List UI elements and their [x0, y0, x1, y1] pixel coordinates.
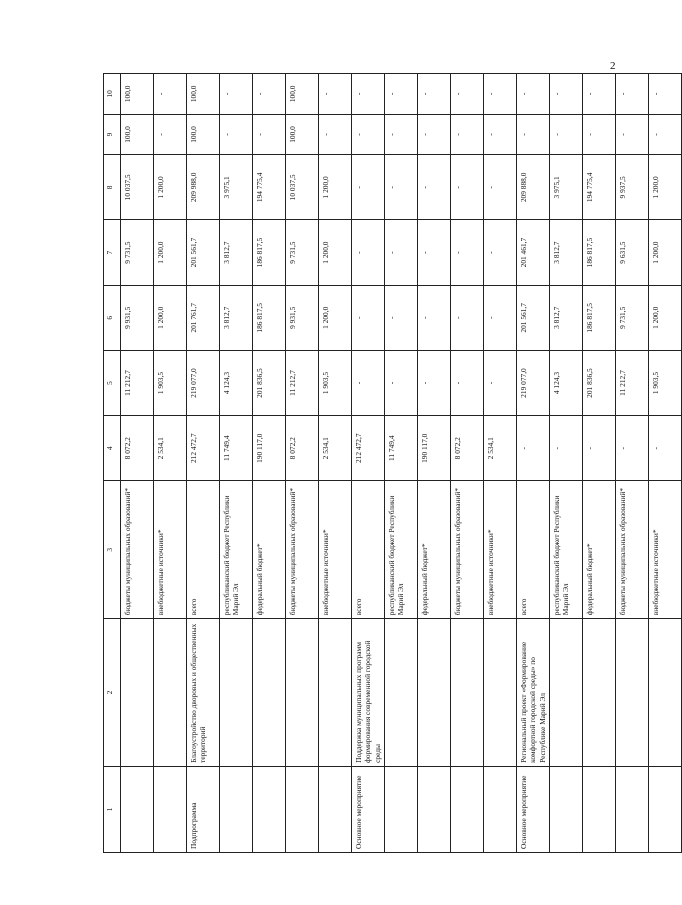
name-cell	[583, 619, 616, 767]
value-col7: -	[385, 220, 418, 285]
status-cell	[616, 766, 649, 852]
status-cell	[418, 766, 451, 852]
value-col8: 194 775,4	[253, 155, 286, 220]
status-cell	[286, 766, 319, 852]
value-col7: 9 631,5	[616, 220, 649, 285]
value-col9: -	[220, 114, 253, 155]
value-col9: 100,0	[121, 114, 154, 155]
column-number-4: 4	[104, 416, 121, 481]
value-col4: 190 117,0	[418, 416, 451, 481]
value-col5: 1 903,5	[319, 350, 352, 415]
value-col9: -	[484, 114, 517, 155]
name-cell	[286, 619, 319, 767]
table-body	[121, 74, 682, 853]
table-row	[187, 74, 220, 853]
budget-table	[103, 73, 682, 853]
funding-source-cell: бюджеты муниципальных образований*	[616, 481, 649, 619]
value-col6: 3 812,7	[550, 285, 583, 350]
value-col8: 3 975,1	[550, 155, 583, 220]
value-col7: -	[352, 220, 385, 285]
value-col8: 209 988,0	[187, 155, 220, 220]
value-col9: -	[550, 114, 583, 155]
table-row	[253, 74, 286, 853]
funding-source-cell: республиканский бюджет Республики Марий Эл	[220, 481, 253, 619]
value-col10: -	[451, 74, 484, 115]
value-col4: 2 534,1	[154, 416, 187, 481]
value-col9: -	[583, 114, 616, 155]
value-col8: 1 200,0	[154, 155, 187, 220]
value-col4: 212 472,7	[187, 416, 220, 481]
funding-source-cell: внебюджетные источники*	[484, 481, 517, 619]
value-col6: -	[451, 285, 484, 350]
value-col5: -	[352, 350, 385, 415]
name-cell	[418, 619, 451, 767]
table-row	[649, 74, 682, 853]
value-col6: 201 761,7	[187, 285, 220, 350]
value-col8: 10 037,5	[286, 155, 319, 220]
value-col9: -	[154, 114, 187, 155]
value-col7: 186 817,5	[583, 220, 616, 285]
name-cell	[550, 619, 583, 767]
table-row	[484, 74, 517, 853]
value-col4: 212 472,7	[352, 416, 385, 481]
value-col7: 1 200,0	[319, 220, 352, 285]
value-col8: 3 975,1	[220, 155, 253, 220]
name-cell	[154, 619, 187, 767]
value-col10: -	[385, 74, 418, 115]
value-col9: -	[451, 114, 484, 155]
value-col7: 3 812,7	[220, 220, 253, 285]
column-number-2: 2	[104, 619, 121, 767]
value-col7: 9 731,5	[121, 220, 154, 285]
value-col8: -	[352, 155, 385, 220]
value-col9: -	[352, 114, 385, 155]
status-cell	[583, 766, 616, 852]
name-cell	[616, 619, 649, 767]
value-col7: 186 817,5	[253, 220, 286, 285]
value-col5: 4 124,3	[550, 350, 583, 415]
value-col10: -	[583, 74, 616, 115]
status-cell	[220, 766, 253, 852]
value-col9: -	[319, 114, 352, 155]
status-cell	[319, 766, 352, 852]
value-col6: 9 931,5	[286, 285, 319, 350]
value-col5: 11 212,7	[286, 350, 319, 415]
value-col4: 8 072,2	[451, 416, 484, 481]
name-cell	[121, 619, 154, 767]
value-col5: 1 903,5	[154, 350, 187, 415]
value-col10: 100,0	[286, 74, 319, 115]
value-col9: -	[253, 114, 286, 155]
column-number-6: 6	[104, 285, 121, 350]
status-cell	[451, 766, 484, 852]
value-col4: -	[517, 416, 550, 481]
value-col8: 9 937,5	[616, 155, 649, 220]
value-col4: -	[649, 416, 682, 481]
table-row	[319, 74, 352, 853]
status-cell: Основное мероприятие	[352, 766, 385, 852]
value-col6: 9 931,5	[121, 285, 154, 350]
table-row	[451, 74, 484, 853]
table-row	[517, 74, 550, 853]
value-col8: 1 200,0	[319, 155, 352, 220]
value-col5: 219 077,0	[517, 350, 550, 415]
value-col9: 100,0	[187, 114, 220, 155]
value-col4: 2 534,1	[319, 416, 352, 481]
value-col5: 11 212,7	[616, 350, 649, 415]
status-cell	[253, 766, 286, 852]
name-cell	[253, 619, 286, 767]
status-cell	[484, 766, 517, 852]
value-col8: 1 200,0	[649, 155, 682, 220]
funding-source-cell: бюджеты муниципальных образований*	[451, 481, 484, 619]
value-col10: -	[550, 74, 583, 115]
value-col7: 201 561,7	[187, 220, 220, 285]
column-number-10: 10	[104, 74, 121, 115]
value-col7: -	[484, 220, 517, 285]
value-col7: 201 461,7	[517, 220, 550, 285]
value-col6: 186 817,5	[583, 285, 616, 350]
value-col10: 100,0	[121, 74, 154, 115]
value-col5: -	[385, 350, 418, 415]
value-col5: -	[418, 350, 451, 415]
value-col5: 219 077,0	[187, 350, 220, 415]
value-col4: 2 534,1	[484, 416, 517, 481]
funding-source-cell: внебюджетные источники*	[154, 481, 187, 619]
name-cell	[484, 619, 517, 767]
status-cell	[649, 766, 682, 852]
value-col10: -	[649, 74, 682, 115]
value-col8: -	[385, 155, 418, 220]
value-col5: -	[484, 350, 517, 415]
name-cell	[319, 619, 352, 767]
table-row	[220, 74, 253, 853]
value-col6: 1 200,0	[154, 285, 187, 350]
table-row	[616, 74, 649, 853]
page-number: 2	[610, 60, 616, 72]
name-cell: Региональный проект «Формирование комфортной городской среды» по Республике Марий Эл	[517, 619, 550, 767]
value-col7: 1 200,0	[649, 220, 682, 285]
value-col5: 11 212,7	[121, 350, 154, 415]
column-number-row	[104, 74, 121, 853]
value-col10: -	[517, 74, 550, 115]
rotated-table-wrapper	[103, 73, 660, 853]
value-col10: -	[220, 74, 253, 115]
column-number-1: 1	[104, 766, 121, 852]
value-col6: 1 200,0	[649, 285, 682, 350]
status-cell	[550, 766, 583, 852]
value-col10: -	[616, 74, 649, 115]
funding-source-cell: федеральный бюджет*	[418, 481, 451, 619]
funding-source-cell: республиканский бюджет Республики Марий Эл	[385, 481, 418, 619]
value-col7: 1 200,0	[154, 220, 187, 285]
table-row	[154, 74, 187, 853]
value-col9: -	[649, 114, 682, 155]
value-col10: -	[319, 74, 352, 115]
value-col7: 9 731,5	[286, 220, 319, 285]
value-col5: 1 903,5	[649, 350, 682, 415]
funding-source-cell: бюджеты муниципальных образований*	[121, 481, 154, 619]
value-col6: -	[484, 285, 517, 350]
table-row	[583, 74, 616, 853]
value-col4: 190 117,0	[253, 416, 286, 481]
value-col4: 11 749,4	[385, 416, 418, 481]
table-row	[286, 74, 319, 853]
name-cell	[385, 619, 418, 767]
funding-source-cell: всего	[352, 481, 385, 619]
value-col8: -	[451, 155, 484, 220]
value-col9: -	[418, 114, 451, 155]
value-col9: -	[385, 114, 418, 155]
status-cell: Основное мероприятие	[517, 766, 550, 852]
funding-source-cell: бюджеты муниципальных образований*	[286, 481, 319, 619]
value-col9: -	[616, 114, 649, 155]
funding-source-cell: всего	[517, 481, 550, 619]
value-col9: 100,0	[286, 114, 319, 155]
value-col10: -	[352, 74, 385, 115]
value-col9: -	[517, 114, 550, 155]
value-col4: -	[583, 416, 616, 481]
column-number-9: 9	[104, 114, 121, 155]
value-col10: -	[253, 74, 286, 115]
value-col5: 201 836,5	[583, 350, 616, 415]
value-col5: 201 836,5	[253, 350, 286, 415]
table-row	[385, 74, 418, 853]
name-cell: Благоустройство дворовых и общественных территорий	[187, 619, 220, 767]
value-col8: -	[484, 155, 517, 220]
funding-source-cell: внебюджетные источники*	[649, 481, 682, 619]
funding-source-cell: внебюджетные источники*	[319, 481, 352, 619]
value-col7: -	[418, 220, 451, 285]
value-col4: 8 072,2	[286, 416, 319, 481]
value-col10: -	[418, 74, 451, 115]
status-cell	[154, 766, 187, 852]
status-cell: Подпрограмма	[187, 766, 220, 852]
value-col8: 10 037,5	[121, 155, 154, 220]
name-cell	[649, 619, 682, 767]
value-col8: -	[418, 155, 451, 220]
table-row	[550, 74, 583, 853]
value-col6: -	[385, 285, 418, 350]
table-row	[121, 74, 154, 853]
value-col5: -	[451, 350, 484, 415]
value-col6: 3 812,7	[220, 285, 253, 350]
funding-source-cell: федеральный бюджет*	[583, 481, 616, 619]
name-cell	[451, 619, 484, 767]
value-col10: -	[154, 74, 187, 115]
value-col8: 194 775,4	[583, 155, 616, 220]
value-col6: 186 817,5	[253, 285, 286, 350]
table-row	[418, 74, 451, 853]
table-row	[352, 74, 385, 853]
column-number-7: 7	[104, 220, 121, 285]
value-col6: -	[352, 285, 385, 350]
funding-source-cell: всего	[187, 481, 220, 619]
value-col4: -	[550, 416, 583, 481]
value-col10: -	[484, 74, 517, 115]
value-col6: 9 731,5	[616, 285, 649, 350]
value-col4: 11 749,4	[220, 416, 253, 481]
funding-source-cell: федеральный бюджет*	[253, 481, 286, 619]
value-col7: 3 812,7	[550, 220, 583, 285]
status-cell	[121, 766, 154, 852]
column-number-8: 8	[104, 155, 121, 220]
value-col4: 8 072,2	[121, 416, 154, 481]
funding-source-cell: республиканский бюджет Республики Марий Эл	[550, 481, 583, 619]
status-cell	[385, 766, 418, 852]
value-col6: 201 561,7	[517, 285, 550, 350]
column-number-5: 5	[104, 350, 121, 415]
column-number-3: 3	[104, 481, 121, 619]
value-col5: 4 124,3	[220, 350, 253, 415]
value-col6: -	[418, 285, 451, 350]
name-cell	[220, 619, 253, 767]
value-col4: -	[616, 416, 649, 481]
value-col10: 100,0	[187, 74, 220, 115]
value-col8: 209 888,0	[517, 155, 550, 220]
value-col6: 1 200,0	[319, 285, 352, 350]
value-col7: -	[451, 220, 484, 285]
name-cell: Поддержка муниципальных программ формирования современной городской среды	[352, 619, 385, 767]
